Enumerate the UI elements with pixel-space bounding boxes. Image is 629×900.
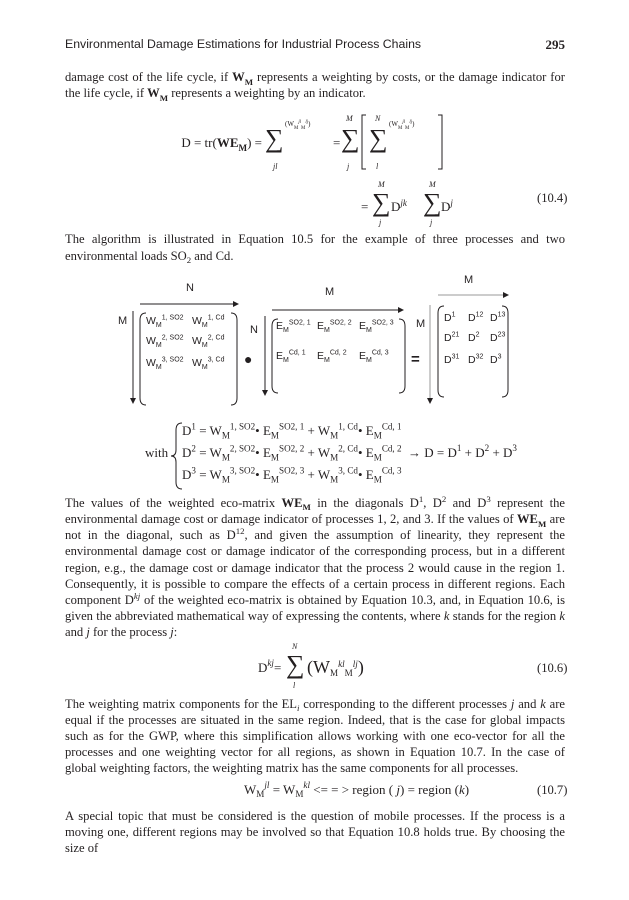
entry-sub: M [155,321,162,329]
matrix-entry [276,350,306,362]
eq-lhs: $D = tr(WE_M)$ = [181,135,262,153]
entry-base: E [317,319,325,332]
sum-term: $(W_M^{jl}_M^{lj})$ [389,120,415,131]
entry-sup: SO2, 3 [371,319,394,327]
page-number: 295 [545,37,565,52]
entry-base: D [468,311,476,324]
matrix-entry [490,332,505,344]
sum-upper: N [375,114,381,124]
entry-sup: 1, Cd [207,314,225,322]
matrix-entry [468,354,483,366]
weighting-symbol [147,86,169,103]
sum-upper: M [429,180,436,190]
matrix-entry [444,332,459,344]
sum-upper: N [292,641,298,651]
entry-sup: 12 [475,311,484,319]
equals: = [333,135,341,151]
entry-base: E [276,319,284,332]
sum-sign: ∑ [372,188,391,218]
matrix-entry [317,320,352,332]
paragraph-3: The values of the weighted eco-matrix $WE_M$ in the diagonals $D^1$, $D^2$ and $D^3$ represent the environmental damage cost or damage indicator of processes 1, 2, and 3. If the values of $WE_M$ are not in the diagonal, such as $D^{12}$, and given the assumption of linearity, they represent the environmental damage cost or damage indicator of the corresponding process, but in a different region, e.g., the damage cost or damage indicator that the process 2 would cause in the region 1. Consequently, it is possible to compare the effects of a certain process in different regions. Each component $D^{kj}$ of the weighted eco-matrix is obtained by Equation 10.3, and, in Equation 10.6, is given the abbreviated mathematical way of expressing the contents, where k stands for the region k and j for the process j: [65,493,566,640]
matrix-entry [146,315,184,327]
equation-number: (10.7) [537,782,568,797]
entry-sup: 2 [475,331,480,339]
paragraph-5: A special topic that must be considered is the question of mobile processes. If the process is a moving one, different regions may be involved so that Equation 10.8 holds true. By choosing the size of [65,808,565,856]
entry-base: D [444,331,452,344]
entry-sup: 1 [451,311,456,319]
entry-base: W [192,356,202,369]
with-label: with [145,444,169,460]
matrix-entry [146,335,184,347]
equation-number: (10.4) [537,191,568,206]
sum-sign: ∑ [265,124,284,154]
entry-sub: M [324,356,330,364]
matrix-entry [468,312,483,324]
product-dot: ● [244,350,253,367]
weighting-symbol [232,70,254,87]
w: W [147,86,160,101]
equation-10-6 [0,641,629,696]
matrix-entry [359,320,394,332]
eq-body: $W_M^{jl} = W_M^{kl}$ <= = > region ( j) = region (k) [244,780,470,800]
axis-label-m: M [464,273,474,286]
sum-upper: M [346,114,353,124]
entry-sup: Cd, 1 [288,349,306,357]
sum-upper: M [378,180,385,190]
sum-index: j [347,162,350,172]
header-title: Environmental Damage Estimations for Industrial Process Chains [65,37,422,51]
matrix-entry [444,312,456,324]
matrix-diagram [0,264,629,420]
entry-sub: M [155,341,162,349]
equation-row: $D^1$ = $W_M^{1, SO2}•$ $E_M^{SO2, 1}$ + $W_M^{1, Cd}•$ $E_M^{Cd, 1}$ [182,421,402,441]
sum-result: → $D = D^1 + D^2 + D^3$ [408,443,517,460]
sum-sign: ∑ [341,124,360,154]
entry-sub: M [366,356,372,364]
matrix-entry [490,354,502,366]
paragraph-1 [65,69,565,101]
matrix-entry [317,350,347,362]
entry-sub: M [201,363,208,371]
sum-index: j [379,218,382,228]
sub: M [159,92,169,103]
equation-row: $D^3$ = $W_M^{3, SO2}•$ $E_M^{SO2, 3}$ + $W_M^{3, Cd}•$ $E_M^{Cd, 3}$ [182,465,402,485]
matrix-entry [192,315,225,327]
text: represents a weighting by an indicator. [168,86,366,101]
sum-term: $(W_M^{jl}_M^{lj})$ [285,120,311,131]
term-djk: $D^{jk}$ [391,198,407,215]
matrix-entry [192,335,225,347]
text: represents a weighting by costs, or the damage indicator for the life cycle, if [65,70,565,101]
running-header [65,37,565,53]
matrix-entry [468,332,480,344]
entry-sub: M [155,363,162,371]
paragraph-2: The algorithm is illustrated in Equation 10.5 for the example of three processes and two environmental loads $SO_2$ and Cd. [65,232,565,266]
entry-sup: SO2, 2 [329,319,352,327]
equation-row: $D^2$ = $W_M^{2, SO2}•$ $E_M^{SO2, 2}$ + $W_M^{2, Cd}•$ $E_M^{Cd, 2}$ [182,443,402,463]
entry-base: W [146,356,156,369]
term-dj: $D^j$ [441,198,453,215]
entry-sub: M [201,321,208,329]
matrix-entry [192,357,225,369]
entry-sup: SO2, 1 [288,319,311,327]
entry-sub: M [283,326,289,334]
paragraph-4: The weighting matrix components for the $EL_i$ corresponding to the different processes j and k are equal if the processes are situated in the same region. Indeed, that is the case for global impacts such as for the GWP, where this simplification allows working with one eco-vector for all the processes and one weighting vector for all regions, as shown in Equation 10.7. In the case of global weighting factors, the weighting matrix has the same components for all processes. [65,696,565,776]
equals: = [361,199,369,215]
matrix-entry [444,354,459,366]
entry-base: D [444,353,452,366]
entry-sub: M [283,356,289,364]
equation-10-4 [0,101,629,231]
entry-sup: 21 [451,331,460,339]
sum-sign: ∑ [423,188,442,218]
matrix-entry [146,357,184,369]
sum-index: j [430,218,433,228]
entry-sub: M [201,341,208,349]
matrix-entry [359,350,389,362]
sum-term: $(W_M^{kl}_M^{lj})$ [307,656,364,679]
equals-sign: = [411,350,420,368]
entry-sup: 1, SO2 [161,314,184,322]
matrix-entry [490,312,505,324]
entry-base: D [468,331,476,344]
entry-base: E [359,319,367,332]
entry-base: W [146,314,156,327]
entry-sup: 3, Cd [207,356,225,364]
axis-label-n: N [250,323,258,336]
entry-base: E [317,349,325,362]
sum-index: l [376,162,379,172]
entry-sub: M [366,326,372,334]
entry-base: E [276,349,284,362]
entry-base: W [192,314,202,327]
text: damage cost of the life cycle, if [65,70,233,84]
equation-system [0,420,629,495]
entry-base: D [444,311,452,324]
eq-lhs: $D^{kj}=$ [258,658,282,675]
entry-sup: Cd, 2 [329,349,347,357]
entry-sup: 32 [475,353,484,361]
equation-number: (10.6) [537,660,568,675]
sum-sign: ∑ [369,124,388,154]
entry-sup: 31 [451,353,460,361]
entry-base: D [490,331,498,344]
entry-base: W [146,334,156,347]
axis-label-m: M [325,285,335,298]
entry-sub: M [324,326,330,334]
axis-label-m: M [416,317,426,330]
entry-sup: Cd, 3 [371,349,389,357]
entry-sup: 2, SO2 [161,334,184,342]
entry-base: D [490,353,498,366]
equation-10-7 [0,777,629,808]
matrix-entry [276,320,311,332]
sum-index: jl [273,162,278,172]
w: W [232,70,245,84]
sub: M [244,76,254,87]
entry-sup: 2, Cd [207,334,225,342]
entry-base: D [490,311,498,324]
entry-sup: 3, SO2 [161,356,184,364]
sum-index: l [293,680,296,690]
entry-base: W [192,334,202,347]
entry-base: E [359,349,367,362]
sum-sign: ∑ [286,649,305,679]
axis-label-m: M [118,314,128,327]
page-body [0,69,629,856]
entry-sup: 23 [497,331,506,339]
entry-sup: 13 [497,311,506,319]
entry-base: D [468,353,476,366]
entry-sup: 3 [497,353,502,361]
axis-label-n: N [186,281,194,294]
